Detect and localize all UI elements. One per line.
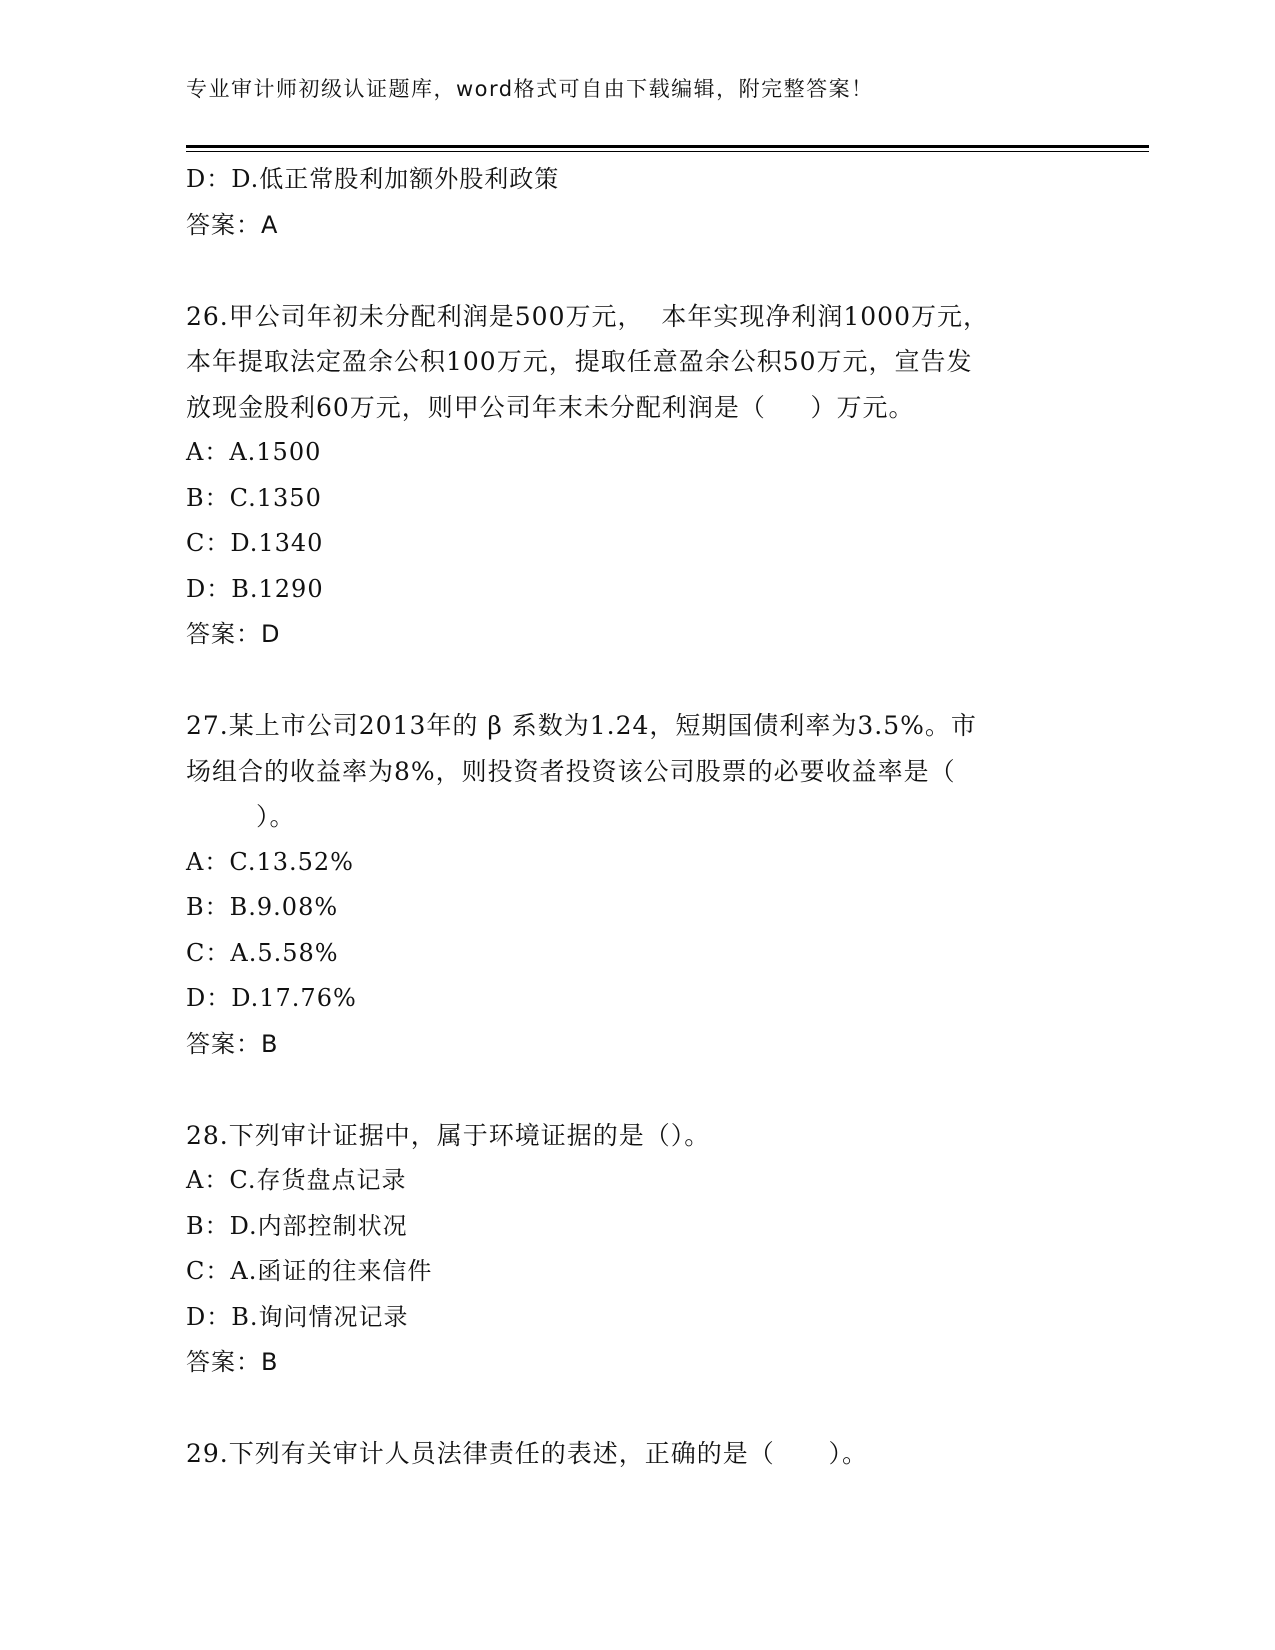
document-body	[186, 157, 1086, 1477]
question-stem-line: ）。	[256, 802, 296, 831]
option-b: B：C.1350	[186, 483, 322, 512]
option-d: D：B.询问情况记录	[186, 1302, 409, 1331]
option-a: A：A.1500	[186, 438, 322, 466]
question-stem-line: 28.下列审计证据中，属于环境证据的是（）。	[186, 1120, 711, 1150]
option-c: C：A.5.58%	[186, 938, 339, 967]
option-d: D：B.1290	[186, 574, 324, 603]
answer: 答案：D	[186, 620, 281, 648]
spacer	[186, 1386, 1086, 1432]
question-29	[186, 1431, 1086, 1477]
question-26	[186, 294, 1086, 658]
spacer	[186, 248, 1086, 294]
option-a: A：C.13.52%	[186, 847, 354, 876]
question-stem-line: 场组合的收益率为8%，则投资者投资该公司股票的必要收益率是（	[186, 756, 956, 786]
option-b: B：D.内部控制状况	[186, 1211, 408, 1240]
option-b: B：B.9.08%	[186, 893, 339, 921]
question-stem-line: 29.下列有关审计人员法律责任的表述，正确的是（ ）。	[186, 1439, 868, 1468]
option-c: C：D.1340	[186, 529, 324, 557]
question-stem-line: 本年提取法定盈余公积100万元，提取任意盈余公积50万元，宣告发	[186, 347, 973, 376]
question-27	[186, 703, 1086, 1067]
answer: 答案：B	[186, 1348, 279, 1376]
option-c: C：A.函证的往来信件	[186, 1257, 433, 1285]
question-28	[186, 1113, 1086, 1386]
question-stem-line: 27.某上市公司2013年的 β 系数为1.24，短期国债利率为3.5%。市	[186, 711, 977, 740]
option-a: A：C.存货盘点记录	[186, 1166, 407, 1194]
answer: 答案：B	[186, 1029, 279, 1058]
question-stem-line: 26.甲公司年初未分配利润是500万元， 本年实现净利润1000万元，	[186, 301, 989, 331]
option-d: D：D.低正常股利加额外股利政策	[186, 165, 560, 193]
page-header: 专业审计师初级认证题库，word格式可自由下载编辑，附完整答案！	[186, 77, 874, 101]
spacer	[186, 1067, 1086, 1113]
header-rule-thin	[186, 151, 1149, 152]
question-stem-line: 放现金股利60万元，则甲公司年末未分配利润是（ ）万元。	[186, 392, 915, 422]
answer: 答案：A	[186, 210, 279, 239]
header-rule-thick	[186, 145, 1149, 148]
option-d: D：D.17.76%	[186, 984, 357, 1012]
spacer	[186, 658, 1086, 704]
